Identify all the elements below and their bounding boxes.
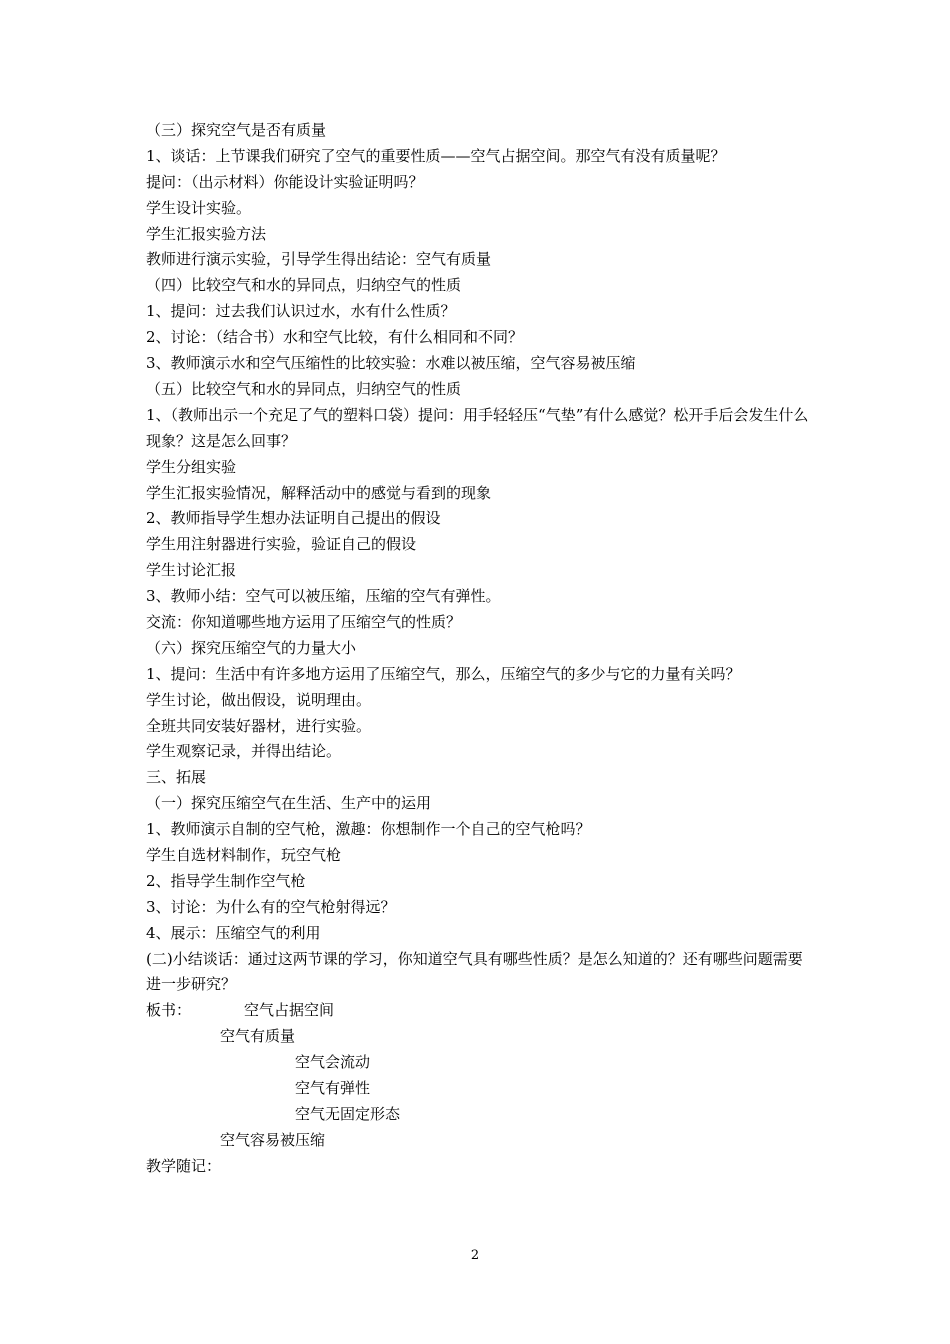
section-heading: （五）比较空气和水的异同点，归纳空气的性质 — [146, 379, 462, 398]
board-item: 空气占据空间 — [244, 1001, 335, 1020]
board-label: 板书： — [146, 1001, 192, 1020]
paragraph: 3、教师演示水和空气压缩性的比较实验：水难以被压缩，空气容易被压缩 — [146, 354, 636, 373]
paragraph: 1、教师演示自制的空气枪，激趣：你想制作一个自己的空气枪吗？ — [146, 820, 591, 839]
board-item: 空气有弹性 — [295, 1079, 371, 1098]
section-heading: （一）探究压缩空气在生活、生产中的运用 — [146, 794, 432, 813]
board-notes-row — [146, 998, 816, 1024]
section-heading: 三、拓展 — [146, 768, 207, 787]
page-number: 2 — [470, 1248, 480, 1263]
paragraph: 2、指导学生制作空气枪 — [146, 871, 306, 890]
paragraph: 全班共同安装好器材，进行实验。 — [146, 716, 372, 735]
paragraph: (二)小结谈话：通过这两节课的学习，你知道空气具有哪些性质？是怎么知道的？还有哪些问题需要进一步研究？ — [146, 949, 803, 994]
paragraph: 1、提问：生活中有许多地方运用了压缩空气，那么，压缩空气的多少与它的力量有关吗？ — [146, 664, 741, 683]
paragraph: 提问：（出示材料）你能设计实验证明吗？ — [146, 172, 424, 191]
paragraph: 1、谈话：上节课我们研究了空气的重要性质——空气占据空间。那空气有没有质量呢？ — [146, 146, 726, 165]
board-item: 空气会流动 — [295, 1053, 371, 1072]
paragraph: 1、（教师出示一个充足了气的塑料口袋）提问：用手轻轻压“气垫”有什么感觉？松开手后会发生什么现象？这是怎么回事？ — [146, 405, 809, 450]
paragraph: 3、教师小结：空气可以被压缩，压缩的空气有弹性。 — [146, 587, 501, 606]
paragraph: 学生讨论，做出假设，说明理由。 — [146, 690, 372, 709]
document-body — [146, 118, 816, 1180]
paragraph: 学生用注射器进行实验，验证自己的假设 — [146, 535, 417, 554]
paragraph: 学生设计实验。 — [146, 198, 252, 217]
paragraph: 2、教师指导学生想办法证明自己提出的假设 — [146, 509, 441, 528]
section-heading: （三）探究空气是否有质量 — [146, 121, 327, 139]
board-item: 空气容易被压缩 — [220, 1130, 326, 1149]
section-heading: （六）探究压缩空气的力量大小 — [146, 638, 357, 657]
paragraph: 学生观察记录，并得出结论。 — [146, 742, 342, 761]
teaching-notes-label: 教学随记： — [146, 1156, 222, 1175]
paragraph: 3、讨论：为什么有的空气枪射得远？ — [146, 897, 396, 916]
paragraph: 学生自选材料制作，玩空气枪 — [146, 845, 342, 864]
paragraph: 学生汇报实验方法 — [146, 224, 267, 243]
board-item: 空气无固定形态 — [295, 1104, 401, 1123]
paragraph: 交流：你知道哪些地方运用了压缩空气的性质？ — [146, 612, 462, 631]
paragraph: 2、讨论：（结合书）水和空气比较，有什么相同和不同？ — [146, 328, 524, 347]
paragraph: 1、提问：过去我们认识过水，水有什么性质？ — [146, 302, 456, 321]
paragraph: 教师进行演示实验，引导学生得出结论：空气有质量 — [146, 250, 492, 269]
board-item: 空气有质量 — [220, 1027, 296, 1046]
paragraph: 学生分组实验 — [146, 457, 237, 476]
paragraph: 学生汇报实验情况，解释活动中的感觉与看到的现象 — [146, 483, 492, 502]
paragraph: 4、展示：压缩空气的利用 — [146, 923, 321, 942]
paragraph: 学生讨论汇报 — [146, 561, 237, 580]
section-heading: （四）比较空气和水的异同点，归纳空气的性质 — [146, 276, 462, 295]
